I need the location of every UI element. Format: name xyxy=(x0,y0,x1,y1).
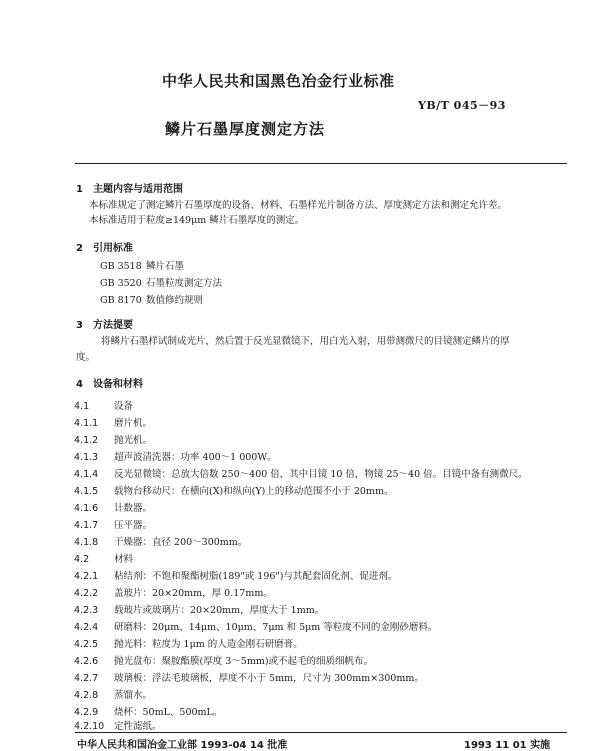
clause-item xyxy=(74,568,397,582)
reference-item xyxy=(100,277,222,290)
reference-code: GB 3520 xyxy=(100,278,142,289)
section-3-title: 方法提要 xyxy=(93,320,133,331)
reference-code: GB 3518 xyxy=(100,261,142,272)
section-4-number: 4 xyxy=(76,379,83,390)
section-2-heading xyxy=(76,239,133,254)
clause-item xyxy=(74,483,394,497)
clause-number: 4.1.5 xyxy=(74,486,99,497)
clause-number: 4.1.7 xyxy=(74,520,99,531)
issuing-org-header: 中华人民共和国黑色冶金行业标准 xyxy=(162,72,395,90)
clause-number: 4.2.8 xyxy=(74,690,99,701)
clause-item xyxy=(74,415,152,429)
clause-text: 载玻片或玻璃片：20×20mm，厚度大于 1mm。 xyxy=(114,605,325,616)
clause-number: 4.2.2 xyxy=(74,588,99,599)
clause-number: 4.2.9 xyxy=(74,707,99,718)
section-1-heading xyxy=(76,180,183,195)
clause-text: 压平器。 xyxy=(114,520,153,531)
section-1-title: 主题内容与适用范围 xyxy=(93,184,183,195)
clause-text: 载物台移动尺：在横向(X)和纵向(Y)上的移动范围不小于 20mm。 xyxy=(114,486,394,497)
clause-text: 粘结剂：不饱和聚酯树脂(189"或 196")与其配套固化剂、促进剂。 xyxy=(114,571,398,582)
clause-number: 4.1.6 xyxy=(74,503,99,514)
clause-number: 4.1.3 xyxy=(74,452,99,463)
reference-name: 数值修约规则 xyxy=(146,295,204,306)
section-1-number: 1 xyxy=(76,184,83,195)
reference-name: 石墨粒度测定方法 xyxy=(146,278,223,289)
clause-text: 超声波清洗器：功率 400～1 000W。 xyxy=(114,452,277,463)
clause-text: 抛光盘布：聚胺酯膜(厚度 3～5mm)或不起毛的细质细帆布。 xyxy=(114,656,374,667)
section-3-heading xyxy=(76,316,133,331)
clause-text: 玻璃板：浮法毛玻璃板，厚度不小于 5mm，尺寸为 300mm×300mm。 xyxy=(114,673,424,684)
section-4-title: 设备和材料 xyxy=(93,379,143,390)
clause-item xyxy=(74,432,152,446)
clause-item xyxy=(74,718,162,732)
clause-item xyxy=(74,670,424,684)
clause-number: 4.2.6 xyxy=(74,656,99,667)
clause-item xyxy=(74,500,152,514)
clause-item xyxy=(74,517,152,531)
reference-item xyxy=(100,260,184,273)
standard-number: YB/T 045－93 xyxy=(418,99,506,112)
clause-number: 4.1.2 xyxy=(74,435,99,446)
clause-item xyxy=(74,704,222,718)
clause-text: 定性滤纸。 xyxy=(114,721,162,732)
clause-item xyxy=(74,466,528,480)
clause-number: 4.2.4 xyxy=(74,622,99,633)
clause-item xyxy=(74,602,324,616)
section-3-paragraph-line-1: 将鳞片石墨样试制成光片，然后置于反光显微镜下，用白光入射，用带测微尺的目镜测定鳞片的厚 xyxy=(101,336,510,347)
clause-number: 4.1.8 xyxy=(74,537,99,548)
clause-text: 计数器。 xyxy=(114,503,153,514)
clause-text: 干燥器：直径 200～300mm。 xyxy=(114,537,248,548)
reference-code: GB 8170 xyxy=(100,295,142,306)
header-divider xyxy=(75,163,567,164)
clause-number: 4.1.1 xyxy=(74,418,99,429)
clause-text: 设备 xyxy=(114,401,134,412)
clause-item xyxy=(74,551,133,565)
section-2-number: 2 xyxy=(76,243,83,254)
clause-text: 反光显微镜：总放大倍数 250～400 倍，其中目镜 10 倍，物镜 25～40 倍。目镜中备有测微尺。 xyxy=(114,469,528,480)
clause-item xyxy=(74,534,247,548)
clause-text: 抛光机。 xyxy=(114,435,153,446)
clause-text: 研磨料：20μm、14μm、10μm、7μm 和 5μm 等粒度不同的金刚砂磨料。 xyxy=(114,622,438,633)
section-1-paragraph-2: 本标准适用于粒度≥149μm 鳞片石墨厚度的测定。 xyxy=(89,215,305,226)
section-4-heading xyxy=(76,375,143,390)
section-3-paragraph-line-2: 度。 xyxy=(76,352,96,363)
clause-number: 4.2.1 xyxy=(74,571,99,582)
clause-number: 4.2.5 xyxy=(74,639,99,650)
clause-number: 4.2.10 xyxy=(74,721,105,732)
clause-text: 烧杯：50mL、500mL。 xyxy=(114,707,223,718)
approval-line: 中华人民共和国冶金工业部 1993-04 14 批准 xyxy=(77,740,288,751)
clause-item xyxy=(74,585,273,599)
clause-number: 4.1.4 xyxy=(74,469,99,480)
clause-text: 磨片机。 xyxy=(114,418,153,429)
clause-item xyxy=(74,398,133,412)
section-1-paragraph-1: 本标准规定了测定鳞片石墨厚度的设备、材料、石墨样光片制备方法、厚度测定方法和测定允许差。 xyxy=(89,200,508,211)
clause-text: 抛光料：粒度为 1μm 的人造金刚石研磨膏。 xyxy=(114,639,303,650)
clause-text: 蒸馏水。 xyxy=(114,690,153,701)
clause-number: 4.2.3 xyxy=(74,605,99,616)
clause-item xyxy=(74,653,373,667)
reference-item xyxy=(100,294,203,307)
reference-name: 鳞片石墨 xyxy=(146,261,185,272)
clause-text: 盖玻片：20×20mm，厚 0.17mm。 xyxy=(114,588,273,599)
clause-text: 材料 xyxy=(114,554,134,565)
section-2-title: 引用标准 xyxy=(93,243,133,254)
clause-number: 4.2 xyxy=(74,554,90,565)
clause-item xyxy=(74,449,277,463)
clause-item xyxy=(74,687,152,701)
clause-item xyxy=(74,636,303,650)
clause-number: 4.1 xyxy=(74,401,90,412)
clause-number: 4.2.7 xyxy=(74,673,99,684)
section-3-number: 3 xyxy=(76,320,83,331)
footer-divider xyxy=(75,732,567,733)
document-title: 鳞片石墨厚度测定方法 xyxy=(165,120,326,138)
implementation-date: 1993 11 01 实施 xyxy=(464,740,551,751)
clause-item xyxy=(74,619,437,633)
